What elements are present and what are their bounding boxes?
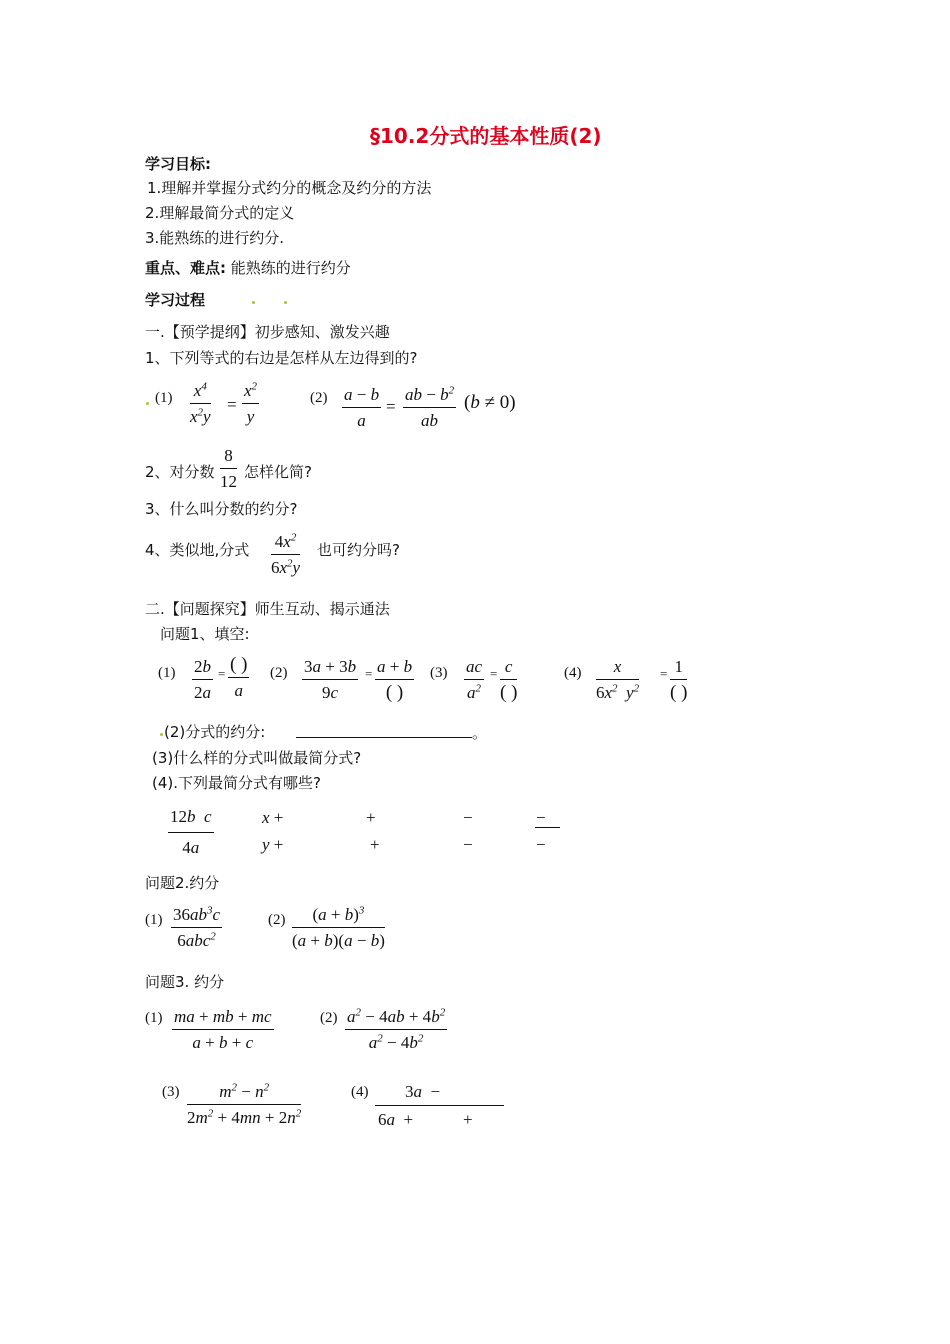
problem2-heading: 问题2.约分 [145, 874, 220, 892]
answer-blank-line[interactable] [296, 737, 472, 738]
section1-heading: 一.【预学提纲】初步感知、激发兴趣 [145, 323, 390, 341]
key-points [145, 257, 351, 278]
p3-label-1: (1) [145, 1010, 163, 1026]
fraction-x2-over-y: $\frac{x^2}{y}$ [244, 380, 258, 426]
decorative-dot [252, 301, 255, 304]
fill-label-3: (3) [430, 665, 448, 681]
decorative-dot [284, 301, 287, 304]
equals-sign: = [218, 666, 226, 681]
fraction-a2-4ab-4b2: $\frac{a^2 - 4ab + 4b^2}{a^2 - 4b^2}$ [347, 1006, 446, 1052]
section1-q2-pre: 2、对分数 [145, 463, 215, 481]
problem3-heading: 问题3. 约分 [145, 973, 225, 991]
section1-q2-post: 怎样化简? [244, 463, 312, 481]
sub4-question: (4).下列最简分式有哪些? [152, 774, 321, 792]
fill-label-2: (2) [270, 665, 288, 681]
condition-b-not-zero: (b ≠ 0) [464, 392, 516, 413]
equals-sign: = [365, 666, 373, 681]
fraction-blank-over-a: ( ) a [230, 654, 248, 700]
fraction-c-over-blank: c ( ) [500, 657, 518, 703]
goal-item: 1.理解并掌握分式约分的概念及约分的方法 [147, 179, 432, 197]
fraction-ma-mb-mc: $\frac{ma + mb + mc}{a + b + c}$ [174, 1007, 272, 1052]
partial-minus-sign: − [463, 808, 473, 827]
fraction-x-over-6x2y2: $\frac{x}{6x^2 y^2}$ [596, 657, 640, 702]
equals-sign: = [386, 397, 396, 416]
p2-label-2: (2) [268, 912, 286, 928]
p3-label-3: (3) [162, 1084, 180, 1100]
key-points-text: 能熟练的进行约分 [230, 259, 351, 277]
page-title: §10.2分式的基本性质(2) [370, 124, 602, 148]
fraction-1-over-blank: 1 ( ) [670, 657, 688, 703]
partial-minus-sign: − [536, 808, 546, 827]
section2-heading: 二.【问题探究】师生互动、揭示通法 [145, 600, 390, 618]
sub2-label: (2)分式的约分: [164, 723, 266, 741]
key-points-label: 重点、难点: [145, 259, 226, 277]
goal-item: 3.能熟练的进行约分. [145, 229, 285, 247]
section1-q1: 1、下列等式的右边是怎样从左边得到的? [145, 349, 418, 367]
equals-sign: = [490, 666, 498, 681]
fraction-a-plus-b-cubed: $\frac{(a + b)^3}{(a + b)(a - b)}$ [292, 904, 385, 950]
fill-label-1: (1) [158, 665, 176, 681]
partial-minus-sign: − [536, 835, 546, 854]
problem1-heading: 问题1、填空: [160, 625, 250, 643]
sub3-question: (3)什么样的分式叫做最简分式? [152, 749, 362, 767]
partial-plus-sign: + [370, 835, 380, 854]
partial-denominator-6a-plus: 6a + [378, 1110, 414, 1129]
fraction-bar [375, 1105, 504, 1106]
partial-denominator-y-plus: y + [262, 835, 284, 854]
decorative-dot [160, 733, 163, 736]
fraction-3a-plus-3b-over-9c: $\frac{3a + 3b}{9c}$ [304, 657, 357, 702]
fraction-a-plus-b-over-blank: a + b ( ) [377, 657, 413, 703]
fraction-36ab3c-over-6abc2: $36ab^3c$ 6abc$^2$ [173, 904, 221, 950]
fraction-12bc-over-4a: $\frac{\text{12b c}}{4a}$ [170, 807, 212, 857]
partial-numerator-3a-minus: 3a − [405, 1082, 441, 1101]
fill-label-4: (4) [564, 665, 582, 681]
fraction-4x2-over-6x2y: $\frac{4x^2}{6x^2y}$ [271, 531, 301, 577]
q1-label-2: (2) [310, 390, 328, 406]
partial-plus-sign: + [463, 1110, 473, 1129]
fraction-8-over-12: $\frac{8}{12}$ [220, 446, 237, 491]
fraction-2b-over-2a: $\frac{2b}{2a}$ [194, 657, 211, 702]
section1-q4-post: 也可约分吗? [317, 541, 400, 559]
process-heading: 学习过程 [145, 291, 206, 309]
equals-sign: = [660, 666, 668, 681]
fraction-m2-n2: $\frac{m^2 - n^2}{2m^2 + 4mn + 2n^2}$ [187, 1081, 302, 1127]
q1-label-1: (1) [155, 390, 173, 406]
fraction-x4-over-x2y: $\frac{x^4}{x^2y}$ [190, 380, 211, 426]
equals-sign: = [227, 395, 237, 414]
partial-numerator-x-plus: x + [262, 808, 284, 827]
partial-fraction-bar [535, 827, 560, 828]
fraction-ac-over-a2: $\frac{ac}{a^2}$ [466, 657, 483, 702]
goals-heading: 学习目标: [145, 155, 211, 173]
decorative-dot [146, 402, 149, 405]
p3-label-2: (2) [320, 1010, 338, 1026]
partial-plus-sign: + [366, 808, 376, 827]
fraction-ab-minus-b2-over-ab: $\frac{ab - b^2}{ab}$ [405, 384, 455, 430]
p2-label-1: (1) [145, 912, 163, 928]
partial-minus-sign: − [463, 835, 473, 854]
p3-label-4: (4) [351, 1084, 369, 1100]
fraction-a-minus-b-over-a: $\frac{a - b}{a}$ [344, 385, 380, 430]
section1-q3: 3、什么叫分数的约分? [145, 500, 298, 518]
sub2-end: 。 [472, 724, 488, 742]
section1-q4-pre: 4、类似地,分式 [145, 541, 250, 559]
goal-item: 2.理解最简分式的定义 [145, 204, 295, 222]
